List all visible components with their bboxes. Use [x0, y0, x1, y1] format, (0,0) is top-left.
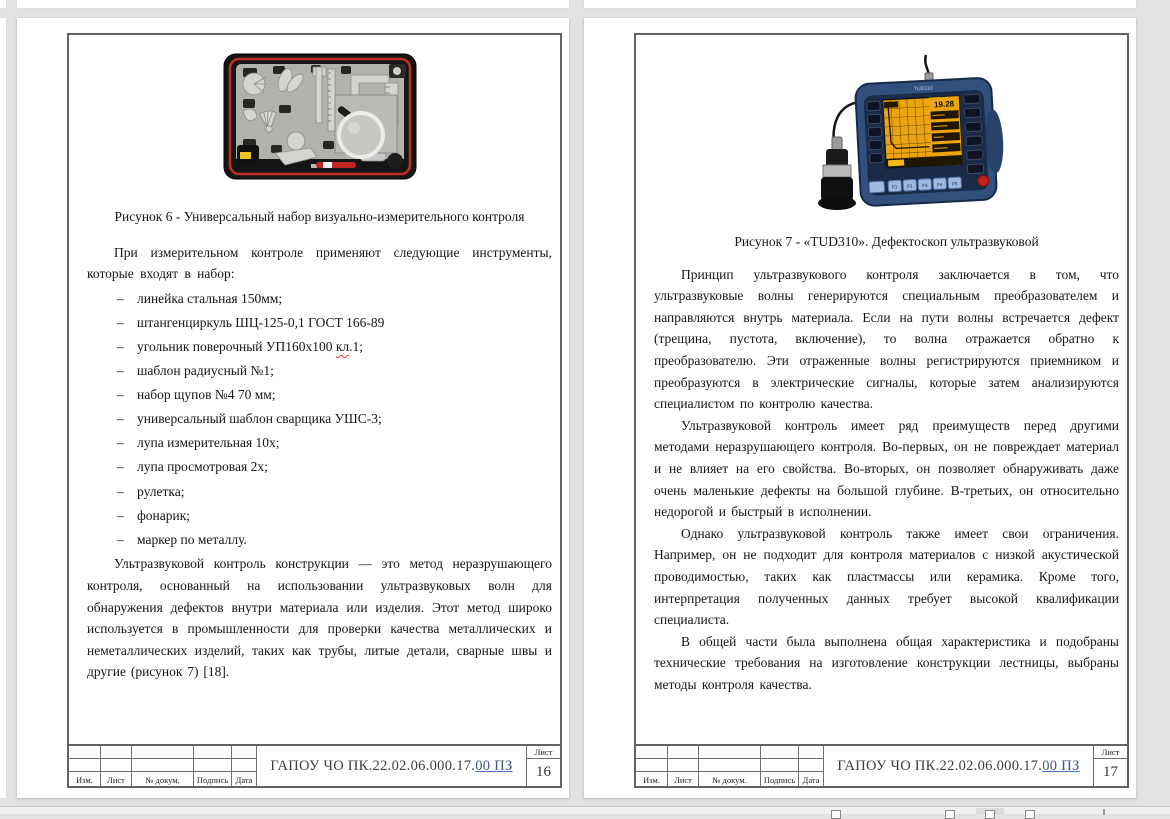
- sheet-number: 16: [536, 764, 551, 780]
- stamp-empty-cell: [232, 759, 257, 772]
- dash-bullet: –: [117, 411, 124, 427]
- closing-paragraph: Ультразвуковой контроль конструкции — это метод неразрушающего контроля, основанный на использовании ультразвуковых волн для обнаружения дефектов внутри материала или изделия. Этот метод широко используется в промышленности для проверки качества металлических и неметаллических изделий, таких как трубы, литые детали, сварные швы и другие (рисунок 7) [18].: [87, 556, 552, 680]
- read-mode-icon: [945, 810, 955, 819]
- stamp-empty-cell: [799, 746, 824, 759]
- dash-bullet: –: [117, 483, 124, 499]
- stamp-empty-cell: [101, 759, 132, 772]
- list-item-text: линейка стальная 150мм;: [137, 290, 283, 306]
- document-code-cell: [257, 746, 527, 786]
- dash-bullet: –: [117, 314, 124, 330]
- lens-glare: [348, 122, 360, 134]
- stamp-col-list: Лист: [668, 772, 699, 786]
- sheet-label: Лист: [1094, 746, 1127, 759]
- list-item: [87, 456, 552, 478]
- list-item: [87, 336, 552, 358]
- stamp-col-izm: Изм.: [636, 772, 668, 786]
- list-item-text: угольник поверочный УП160х100: [137, 338, 336, 354]
- dash-bullet: –: [117, 290, 124, 306]
- stamp-empty-cell: [761, 746, 799, 759]
- document-code: ГАПОУ ЧО ПК.22.02.06.000.17.: [837, 757, 1043, 774]
- screen-menu-active: [888, 160, 904, 167]
- stamp-col-data: Дата: [799, 772, 824, 786]
- enter-key: [869, 181, 885, 193]
- title-block: [69, 744, 560, 786]
- screen: [883, 96, 962, 168]
- device-label: TUD310: [913, 85, 933, 93]
- stamp-empty-cell: [132, 759, 194, 772]
- stamp-empty-cell: [761, 759, 799, 772]
- stamp-empty-cell: [699, 759, 761, 772]
- print-layout-icon: [985, 810, 995, 819]
- sheet-label: Лист: [527, 746, 560, 759]
- list-item-text: фонарик;: [137, 507, 190, 523]
- document-code: ГАПОУ ЧО ПК.22.02.06.000.17.: [270, 757, 476, 774]
- magnifier-lens: [339, 113, 383, 157]
- list-item: [87, 481, 552, 503]
- stamp-col-izm: Изм.: [69, 772, 101, 786]
- stamp-empty-cell: [232, 746, 257, 759]
- previous-page-partial: [0, 0, 6, 8]
- stamp-empty-cell: [101, 746, 132, 759]
- screen-reading: 19.28: [933, 99, 955, 110]
- figure-7-caption: Рисунок 7 - «TUD310». Дефектоскоп ультразвуковой: [734, 234, 1039, 249]
- dash-bullet: –: [117, 435, 124, 451]
- stamp-empty-cell: [69, 759, 101, 772]
- status-bar: [0, 806, 1170, 814]
- stamp-empty-cell: [799, 759, 824, 772]
- stamp-empty-cell: [194, 759, 232, 772]
- stamp-empty-cell: [194, 746, 232, 759]
- list-item-text: универсальный шаблон сварщика УШС-3;: [137, 411, 382, 427]
- body-paragraph: Однако ультразвуковой контроль также имеет свои ограничения. Например, он не подходит для контроля материалов с низкой акустической проводимостью, таких как пластмассы или керамика. Кроме того, интерпретация полученных данных требует высокой квалификации специалиста.: [654, 525, 1119, 628]
- focus-icon: [831, 810, 841, 819]
- list-item: [87, 529, 552, 551]
- marker-pen: [316, 162, 356, 168]
- list-item-text: маркер по металлу.: [137, 531, 247, 547]
- sheet-number: 17: [1103, 764, 1118, 780]
- list-item: [87, 408, 552, 430]
- black-knob: [387, 153, 403, 169]
- figure-6-toolkit-image[interactable]: [223, 53, 417, 180]
- document-page-16[interactable]: [17, 18, 569, 798]
- document-code-suffix: 00 ПЗ: [475, 757, 513, 774]
- dash-bullet: –: [117, 507, 124, 523]
- list-item-text: шаблон радиусный №1;: [137, 363, 274, 379]
- list-item: [87, 432, 552, 454]
- body-paragraph: В общей части была выполнена общая характеристика и подобраны технические требования на изготовление конструкции лестницы, выбраны методы контроля качества.: [654, 633, 1119, 692]
- f3-key-label: F3: [922, 182, 928, 189]
- stamp-col-podpis: Подпись: [194, 772, 232, 786]
- f2-key-label: F2: [907, 183, 913, 189]
- gost-frame: [67, 33, 562, 788]
- tool-list: [87, 288, 552, 551]
- list-item-text: лупа измерительная 10х;: [137, 435, 280, 451]
- stamp-col-podpis: Подпись: [761, 772, 799, 786]
- f5-key-label: F5: [952, 181, 958, 187]
- document-code-suffix: 00 ПЗ: [1042, 757, 1080, 774]
- stamp-empty-cell: [636, 759, 668, 772]
- gost-frame: [634, 33, 1129, 788]
- list-item-text: рулетка;: [137, 483, 185, 499]
- page-content: [87, 35, 552, 742]
- dash-bullet: –: [117, 387, 124, 403]
- tape-measure-label: [240, 152, 251, 159]
- previous-page-partial: [584, 0, 1136, 8]
- document-code-cell: [824, 746, 1094, 786]
- previous-page-partial: [17, 0, 569, 8]
- dash-bullet: –: [117, 338, 124, 354]
- body-paragraph: Ультразвуковой контроль имеет ряд преимуществ перед другими методами неразрушающего контроля. Во-первых, он не повреждает материал и не влияет на его свойства. Во-вторых, он позволяет обнаруживать даже очень маленькие дефекты на большой глубине. В-третьих, он относительно недорогой и быстрый в исполнении.: [654, 417, 1119, 520]
- dash-bullet: –: [117, 363, 124, 379]
- detector-device: [855, 77, 1005, 206]
- title-block: [636, 744, 1127, 786]
- power-button: [977, 175, 989, 187]
- list-item: [87, 384, 552, 406]
- list-item: [87, 312, 552, 334]
- dash-bullet: –: [117, 531, 124, 547]
- figure-7-flaw-detector-image[interactable]: [768, 53, 1005, 219]
- list-item: [87, 505, 552, 527]
- list-item: [87, 360, 552, 382]
- intro-paragraph: При измерительном контроле применяют следующие инструменты, которые входят в набор:: [87, 244, 552, 282]
- stamp-empty-cell: [636, 746, 668, 759]
- stamp-col-docnum: № докум.: [132, 772, 194, 786]
- list-item-text: штангенциркуль ШЦ-125-0,1 ГОСТ 166-89: [137, 314, 385, 330]
- dash-bullet: –: [117, 459, 124, 475]
- f1-key-label: F1: [892, 184, 898, 190]
- ultrasonic-probe: [818, 137, 856, 210]
- stamp-empty-cell: [132, 746, 194, 759]
- f4-key-label: F4: [937, 182, 943, 188]
- list-item-text: набор щупов №4 70 мм;: [137, 387, 276, 403]
- figure-6-caption: Рисунок 6 - Универсальный набор визуально-измерительного контроля: [114, 209, 525, 224]
- list-item-text: .1;: [349, 338, 364, 354]
- page-content: [654, 35, 1119, 742]
- screen-info-chip: [884, 101, 898, 108]
- stamp-col-list: Лист: [101, 772, 132, 786]
- stamp-empty-cell: [699, 746, 761, 759]
- misspelled-word: кл: [335, 338, 350, 354]
- body-paragraph: Принцип ультразвукового контроля заключается в том, что ультразвуковые волны генерируются специальным преобразователем и направляются внутрь материала. Если на пути волны встречается дефект (трещина, пустота, включение), то волна отражается обратно к преобразователю. Эти отраженные волны регистрируются приемником и преобразуются в электрические сигналы, которые затем анализируются специалистом по контролю качества.: [654, 266, 1119, 412]
- marker-band: [323, 162, 332, 168]
- document-page-17[interactable]: [584, 18, 1136, 798]
- stamp-empty-cell: [668, 746, 699, 759]
- stamp-empty-cell: [668, 759, 699, 772]
- web-layout-icon: [1025, 810, 1035, 819]
- stamp-col-docnum: № докум.: [699, 772, 761, 786]
- previous-page-partial: [0, 18, 6, 798]
- stamp-empty-cell: [69, 746, 101, 759]
- corner-tool-dial: [393, 67, 401, 75]
- list-item-text: лупа просмотровая 2х;: [137, 459, 268, 475]
- zoom-slider[interactable]: [1103, 809, 1105, 815]
- stamp-col-data: Дата: [232, 772, 257, 786]
- list-item: [87, 288, 552, 310]
